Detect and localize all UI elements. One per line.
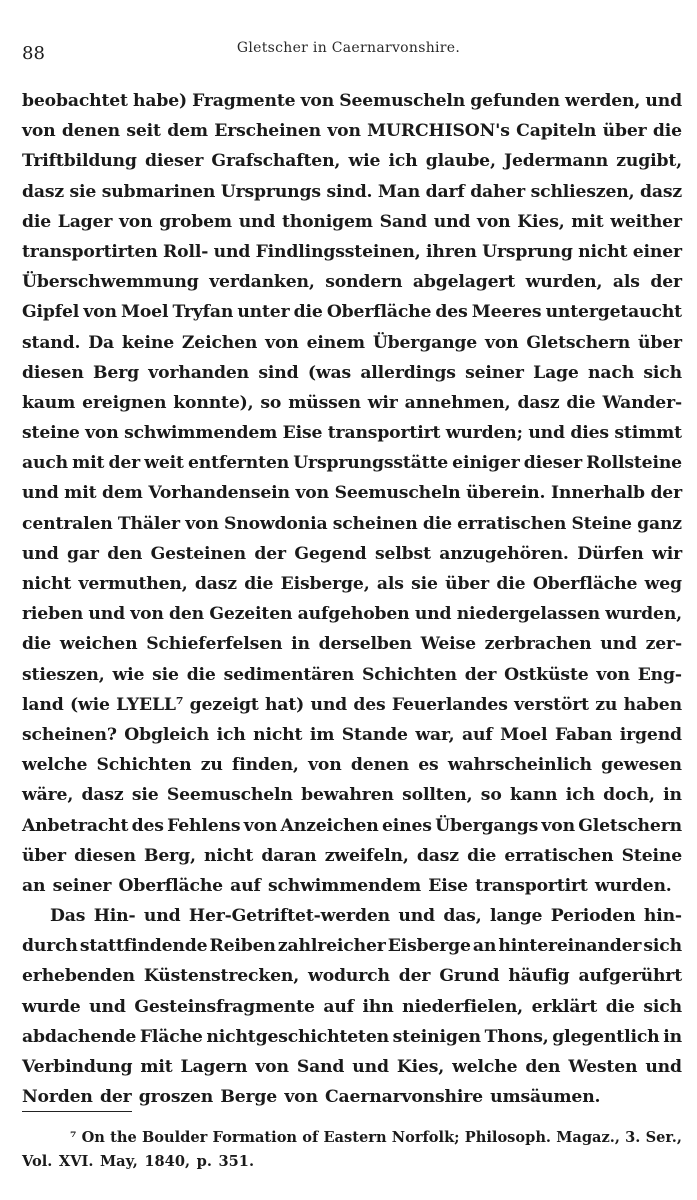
text-line: centralen Thäler von Snowdonia scheinen die erratischen Steine ganz: [22, 513, 682, 534]
page-number: 88: [22, 43, 45, 64]
text-line: und gar den Gesteinen der Gegend selbst anzugehören. Dürfen wir: [22, 543, 682, 564]
text-line: nicht vermuthen, dasz die Eisberge, als sie über die Oberfläche weg: [22, 574, 682, 594]
footnote: [22, 1126, 682, 1174]
text-line: Vol. XVI. May, 1840, p. 351.: [22, 1153, 255, 1170]
text-line: transportirten Roll- und Findlingssteinen, ihren Ursprung nicht einer: [22, 241, 682, 262]
text-line: erhebenden Küstenstrecken, wodurch der Grund häufig aufgerührt: [22, 966, 682, 987]
text-line: beobachtet habe) Fragmente von Seemuscheln gefunden werden, und: [22, 91, 682, 111]
text-line: von denen seit dem Erscheinen von MURCHISON's Capiteln über die: [22, 121, 682, 142]
text-line: Verbindung mit Lagern von Sand und Kies, welche den Westen und: [22, 1057, 682, 1077]
text-line: wäre, dasz sie Seemuscheln bewahren sollten, so kann ich doch, in: [22, 785, 682, 806]
text-line: über diesen Berg, nicht daran zweifeln, dasz die erratischen Steine: [22, 845, 682, 866]
body-text: [22, 86, 682, 1112]
text-line: Anbetracht des Fehlens von Anzeichen eines Übergangs von Gletschern: [22, 815, 682, 836]
text-line: Gipfel von Moel Tryfan unter die Oberfläche des Meeres untergetaucht: [22, 302, 682, 323]
text-line: rieben und von den Gezeiten aufgehoben und niedergelassen wurden,: [22, 604, 682, 625]
text-line: die weichen Schieferfelsen in derselben Weise zerbrachen und zer-: [22, 634, 682, 655]
text-line: Das Hin- und Her-Getriftet-werden und das, lange Perioden hin-: [50, 906, 682, 927]
text-line: ⁷ On the Boulder Formation of Eastern Norfolk; Philosoph. Magaz., 3. Ser.,: [70, 1129, 682, 1146]
text-line: die Lager von grobem und thonigem Sand und von Kies, mit weither: [22, 211, 682, 232]
text-line: und mit dem Vorhandensein von Seemuscheln überein. Innerhalb der: [22, 483, 682, 504]
text-line: auch mit der weit entfernten Ursprungsstätte einiger dieser Rollsteine: [22, 453, 682, 474]
paragraph-1: [22, 86, 682, 901]
text-line: scheinen? Obgleich ich nicht im Stande war, auf Moel Faban irgend: [22, 724, 682, 745]
text-line: Überschwemmung verdanken, sondern abgelagert wurden, als der: [22, 272, 682, 293]
text-line: durch stattfindende Reiben zahlreicher Eisberge an hintereinander sich: [22, 936, 682, 957]
text-line: abdachende Fläche nichtgeschichteten steinigen Thons, glegentlich in: [22, 1026, 682, 1047]
text-line: dasz sie submarinen Ursprungs sind. Man darf daher schlieszen, dasz: [22, 181, 682, 202]
footnote-rule: [22, 1111, 132, 1112]
text-line: an seiner Oberfläche auf schwimmendem Eise transportirt wurden.: [22, 875, 672, 896]
text-line: stand. Da keine Zeichen von einem Übergange von Gletschern über: [22, 332, 682, 353]
text-line: diesen Berg vorhanden sind (was allerdings seiner Lage nach sich: [22, 362, 682, 383]
text-line: steine von schwimmendem Eise transportirt wurden; und dies stimmt: [22, 423, 682, 444]
text-line: Triftbildung dieser Grafschaften, wie ich glaube, Jedermann zugibt,: [22, 151, 682, 172]
text-line: wurde und Gesteinsfragmente auf ihn niederfielen, erklärt die sich: [22, 996, 682, 1017]
text-line: kaum ereignen konnte), so müssen wir annehmen, dasz die Wander-: [22, 392, 682, 413]
text-line: stieszen, wie sie die sedimentären Schichten der Ostküste von Eng-: [22, 664, 682, 685]
paragraph-2: [22, 901, 682, 1112]
text-line: welche Schichten zu finden, von denen es wahrscheinlich gewesen: [22, 755, 682, 776]
running-head: Gletscher in Caernarvonshire.: [236, 40, 461, 56]
text-line: Norden der groszen Berge von Caernarvonshire umsäumen.: [22, 1087, 601, 1108]
text-line: land (wie LYELL⁷ gezeigt hat) und des Feuerlandes verstört zu haben: [22, 694, 682, 715]
